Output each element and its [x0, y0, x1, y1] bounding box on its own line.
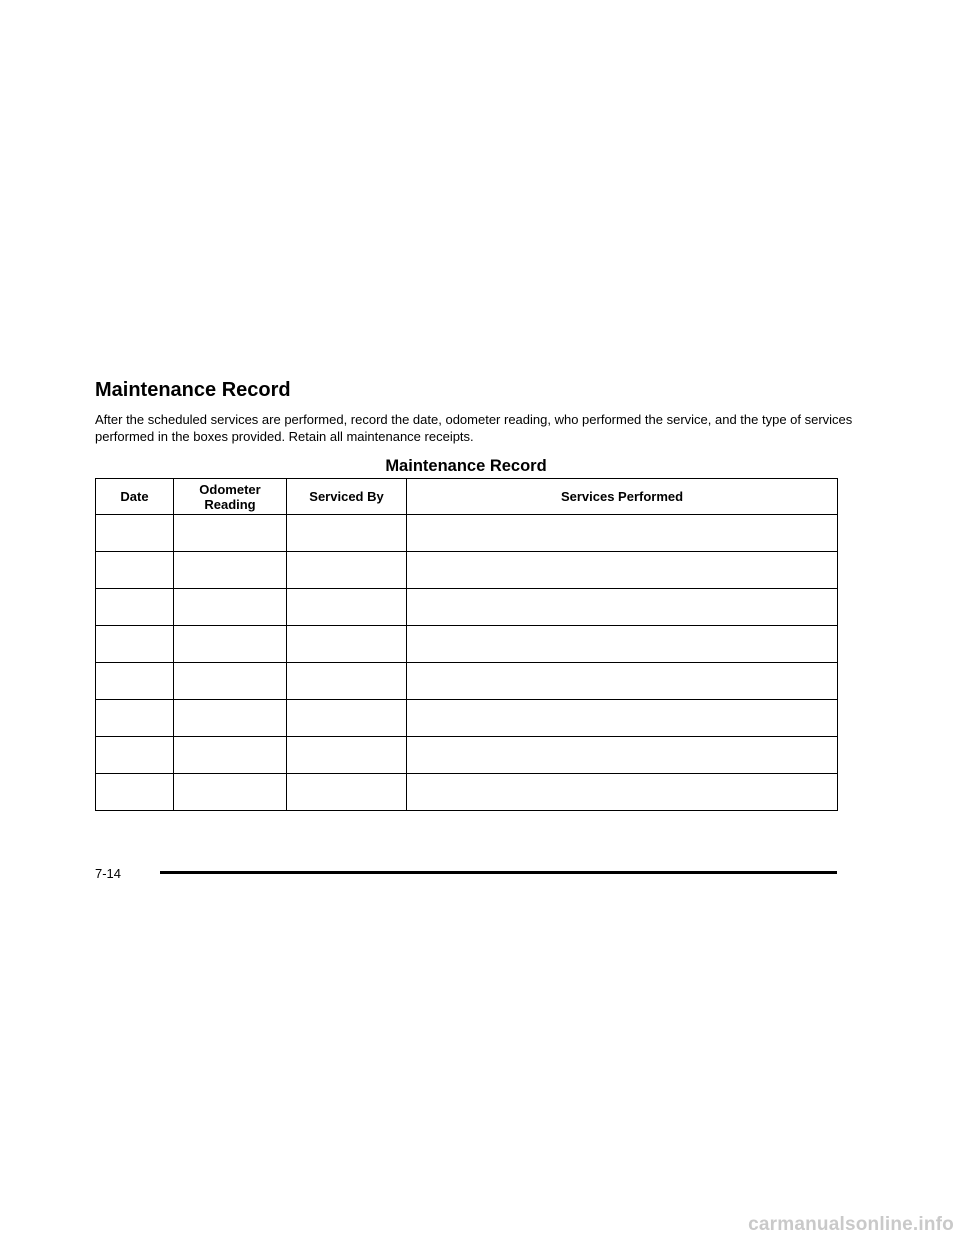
cell-date[interactable]	[96, 774, 174, 811]
cell-date[interactable]	[96, 515, 174, 552]
table-row	[96, 552, 838, 589]
cell-serviced-by[interactable]	[287, 737, 407, 774]
cell-serviced-by[interactable]	[287, 552, 407, 589]
cell-date[interactable]	[96, 700, 174, 737]
cell-date[interactable]	[96, 552, 174, 589]
table-row	[96, 626, 838, 663]
cell-date[interactable]	[96, 626, 174, 663]
cell-serviced-by[interactable]	[287, 515, 407, 552]
table-row	[96, 737, 838, 774]
section-heading: Maintenance Record	[95, 379, 291, 401]
cell-serviced-by[interactable]	[287, 626, 407, 663]
maintenance-record-table	[95, 478, 838, 811]
table-header-row	[96, 479, 838, 515]
header-serviced-by: Serviced By	[287, 479, 407, 515]
cell-date[interactable]	[96, 663, 174, 700]
cell-serviced-by[interactable]	[287, 700, 407, 737]
cell-services-performed[interactable]	[407, 515, 838, 552]
cell-date[interactable]	[96, 589, 174, 626]
header-date: Date	[96, 479, 174, 515]
cell-serviced-by[interactable]	[287, 589, 407, 626]
table-row	[96, 774, 838, 811]
cell-services-performed[interactable]	[407, 552, 838, 589]
cell-odometer-reading[interactable]	[174, 774, 287, 811]
cell-odometer-reading[interactable]	[174, 515, 287, 552]
cell-serviced-by[interactable]	[287, 774, 407, 811]
cell-services-performed[interactable]	[407, 626, 838, 663]
header-odometer-reading	[174, 479, 287, 515]
header-odometer-line2: Reading	[204, 496, 256, 512]
cell-odometer-reading[interactable]	[174, 737, 287, 774]
intro-paragraph: After the scheduled services are performed, record the date, odometer reading, who performed the service, and the type of services performed in the boxes provided. Retain all maintenance receipts.	[95, 412, 853, 444]
table-row	[96, 589, 838, 626]
header-services-performed: Services Performed	[407, 479, 838, 515]
table-row	[96, 700, 838, 737]
watermark: carmanualsonline.info	[748, 1214, 954, 1235]
cell-odometer-reading[interactable]	[174, 700, 287, 737]
table-row	[96, 663, 838, 700]
header-odometer-line1: Odometer	[199, 481, 261, 497]
table-title: Maintenance Record	[385, 457, 547, 475]
cell-serviced-by[interactable]	[287, 663, 407, 700]
table-body	[96, 515, 838, 811]
cell-services-performed[interactable]	[407, 663, 838, 700]
cell-services-performed[interactable]	[407, 700, 838, 737]
cell-odometer-reading[interactable]	[174, 663, 287, 700]
cell-services-performed[interactable]	[407, 774, 838, 811]
cell-odometer-reading[interactable]	[174, 552, 287, 589]
cell-odometer-reading[interactable]	[174, 626, 287, 663]
cell-services-performed[interactable]	[407, 737, 838, 774]
cell-services-performed[interactable]	[407, 589, 838, 626]
page-number: 7-14	[95, 866, 122, 881]
footer-rule	[160, 871, 837, 874]
cell-date[interactable]	[96, 737, 174, 774]
cell-odometer-reading[interactable]	[174, 589, 287, 626]
table-row	[96, 515, 838, 552]
